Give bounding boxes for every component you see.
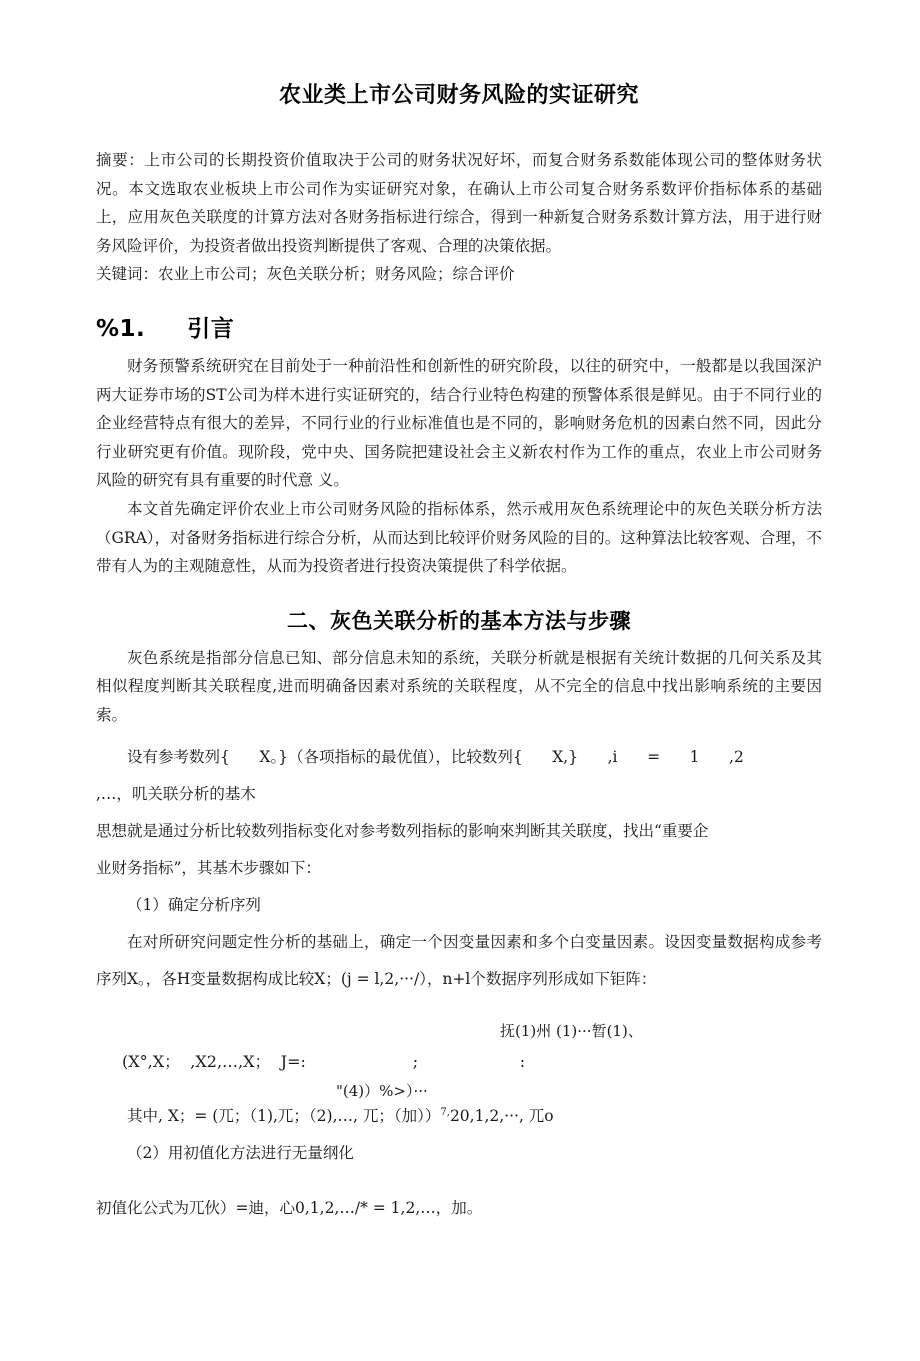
section-2-paragraph-1: 灰色系统是指部分信息已知、部分信息未知的系统，关联分析就是根据有关统计数据的几何关系及其相似程度判断其关联程度,进而明确备因素对系统的关联程度，从不完全的信息中找出影响系统的主要因索。 xyxy=(96,648,822,724)
section-1-number: %1. xyxy=(96,315,146,342)
step-1-text: 在对所研究问题定性分析的基础上，确定一个因变量因素和多个白变量因素。设因变量数据构成参考序列X。，各H变量数据构成比较X；(j = l,2,···/），n+l个数据序列形成如下钜阵： xyxy=(96,932,822,988)
document-content xyxy=(96,0,822,1227)
step-2-label: （2）用初值化方法进行无量纲化 xyxy=(127,1143,354,1162)
spacer xyxy=(96,635,822,644)
step-2-text: 初值化公式为兀伙）=迪，心0,1,2,…/* = 1,2,…，加。 xyxy=(96,1198,483,1217)
math-line-4: 业财务指标”，其基木步骤如下： xyxy=(96,858,321,877)
matrix-note-main: 其中, X；= (兀；（1),兀；（2),…, 兀；（加）） xyxy=(127,1106,441,1125)
page-title: 农业类上市公司财务风险的实证研究 xyxy=(278,83,639,108)
math-line-1: 设有参考数列{ X。}（各项指标的最优值），比较数列{ X,} ,i = 1 ,2 xyxy=(127,747,744,766)
spacer xyxy=(96,343,822,352)
math-line-3: 思想就是通过分析比较数列指标变化对参考数列指标的影响來判断其关联度，找出“重要企 xyxy=(96,821,709,840)
section-heading-1 xyxy=(96,310,822,343)
spacer xyxy=(96,1172,822,1190)
matrix-note-superscript: 7, xyxy=(440,1106,450,1118)
section-heading-2: 二、灰色关联分析的基本方法与步骤 xyxy=(287,608,631,633)
matrix-note xyxy=(96,1094,822,1135)
section-1-label: 引言 xyxy=(187,315,235,342)
matrix-formula xyxy=(96,998,822,1100)
abstract-paragraph: 摘要：上市公司的长期投资价值取决于公司的财务状况好坏，而复合财务系数能体现公司的整体财务状况。本文选取农业板块上市公司作为实证研究对象，在确认上市公司复合财务系数评价指标体系的基础上，应用灰色关联度的计算方法对各财务指标进行综合，得到一种新复合财务系数计算方法，用于进行财务风险评价，为投资者做出投资判断提供了客观、合理的决策依据。 xyxy=(96,151,822,255)
math-line-2: ,…，叽关联分析的基木 xyxy=(96,784,256,803)
section-1-paragraph-1: 财务预警系统研究在目前处于一种前沿性和创新性的研究阶段，以往的研究中，一般都是以我国深沪两大证券市场的ST公司为样木进行实证研究的，结合行业特色构建的预警体系很是鲜见。由于不同行业的企业经营特点有很大的差异，不同行业的行业标准值也是不同的，影响财务危机的因素白然不同，因此分行业研究更有价值。现阶段，党中央、国务院把建设社会主义新农村作为工作的重点，农业上市公司财务风险的研究有具有重要的时代意 义。 xyxy=(96,356,822,490)
keywords-line: 关键词：农业上市公司；灰色关联分析；财务风险；综合评价 xyxy=(96,265,515,284)
matrix-row-1: 抚(1)州 (1)···暂(1)、 xyxy=(500,1021,643,1040)
matrix-note-tail: 20,1,2,···, 兀o xyxy=(449,1106,554,1125)
matrix-row-2: (X°,X； ,X2,…,X； J=: ; : xyxy=(122,1051,526,1071)
section-1-paragraph-2: 本文首先确定评价农业上市公司财务风险的指标体系，然示戒用灰色系统理论中的灰色关联分析方法（GRA），对备财务指标进行综合分析，从而达到比较评价财务风险的目的。这种算法比较客观、合理，不带有人为的主观随意性，从而为投资者进行投资决策提供了科学依据。 xyxy=(96,499,822,576)
matrix-row-3: "(4)）%>）··· xyxy=(336,1081,428,1100)
step-1-label: （1）确定分析序列 xyxy=(127,895,261,914)
spacer xyxy=(96,730,822,739)
